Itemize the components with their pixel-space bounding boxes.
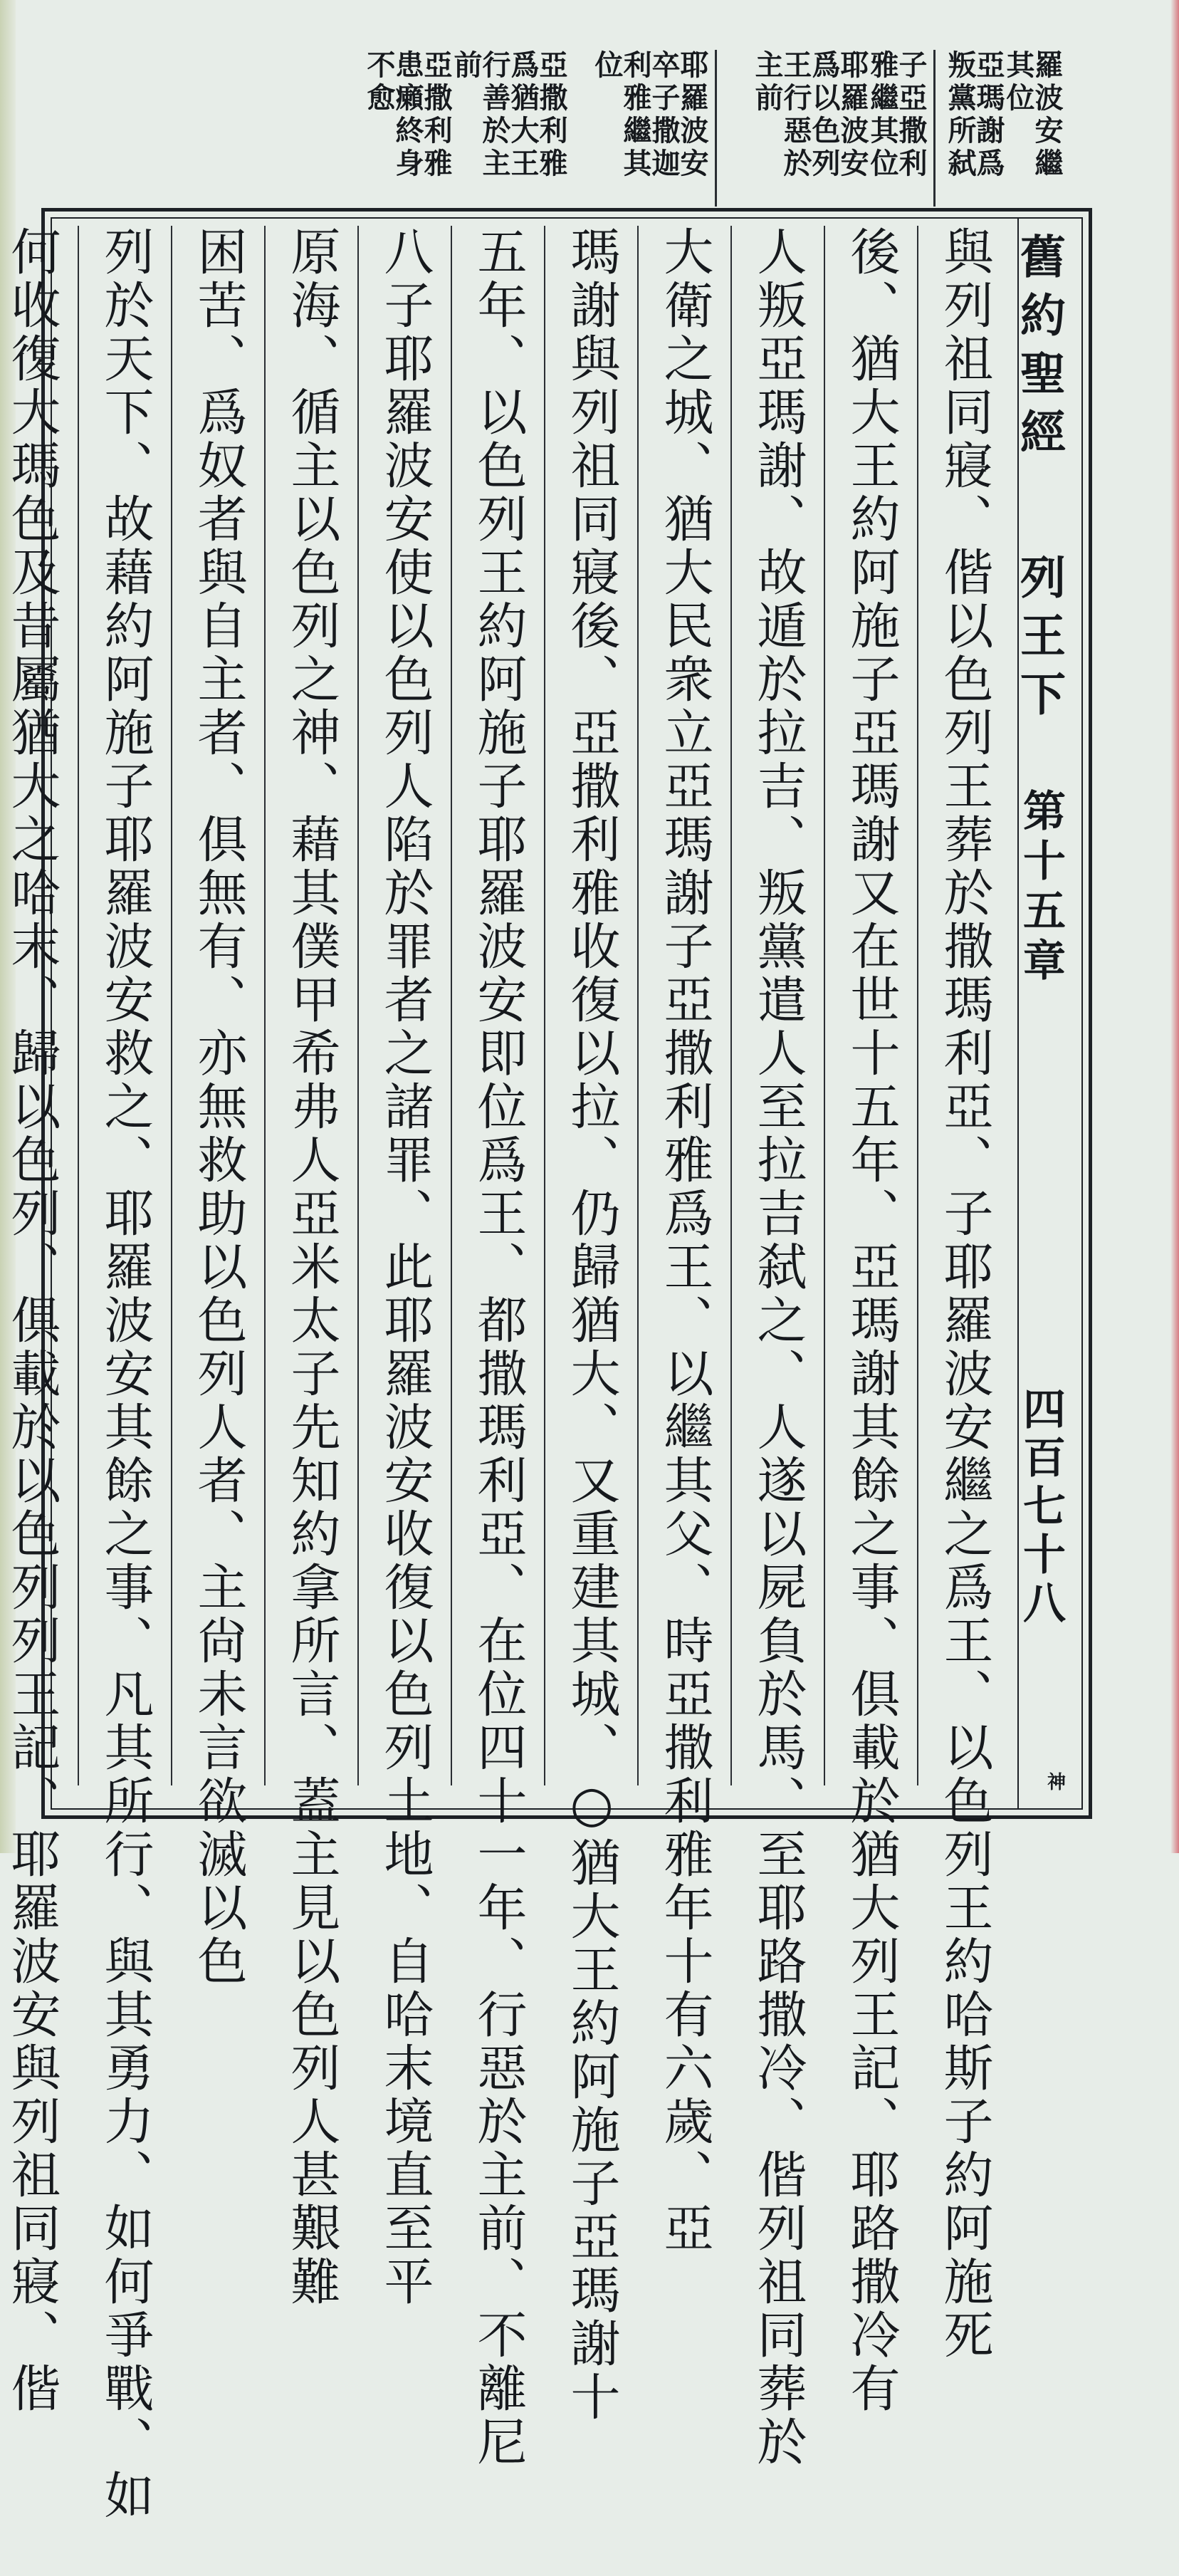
headnotes <box>43 50 1064 203</box>
page-edge-right <box>1170 0 1179 1853</box>
text-column: 與列祖同寢、偕以色列王葬於撒瑪利亞、子耶羅波安繼之爲王、以色列王約哈斯子約阿施死 <box>917 226 1010 1785</box>
headnote: 耶羅波安爲以色列王行惡於主前 <box>750 50 869 181</box>
text-column: 何收復大瑪色及昔屬猶大之哈末、歸以色列、俱載於以色列列王記、耶羅波安與列祖同寢、偕 <box>0 226 78 1785</box>
page-number: 四百七十八 <box>1016 1387 1066 1629</box>
signature-mark: 神 <box>1047 1772 1066 1793</box>
text-column: 人叛亞瑪謝、故遁於拉吉、叛黨遣人至拉吉弑之、人遂以屍負於馬、至耶路撒冷、偕列祖同葬於 <box>730 226 824 1785</box>
chapter-label: 第十五章 <box>1016 788 1066 988</box>
headnote: 亞瑪謝爲叛黨所弑 <box>943 50 1005 181</box>
text-column: 列於天下、故藉約阿施子耶羅波安救之、耶羅波安其餘之事、凡其所行、與其勇力、如何爭戰、如 <box>78 226 171 1785</box>
headnote: 亞撒利雅爲猶大王行善於主前 <box>449 50 568 181</box>
text-column: 大衛之城、猶大民衆立亞瑪謝子亞撒利雅爲王、以繼其父、時亞撒利雅年十有六歲、亞 <box>637 226 730 1785</box>
headnote: 子亞撒利雅繼其位 <box>866 50 928 181</box>
running-header <box>1012 219 1081 1808</box>
headnote-divider <box>715 50 717 207</box>
page-frame-inner <box>3 217 1083 2523</box>
headnote-divider <box>933 50 936 207</box>
headnote: 亞撒利雅患癩終身不愈 <box>362 50 453 181</box>
page-frame <box>3 208 1092 2523</box>
text-column: 後、猶大王約阿施子亞瑪謝又在世十五年、亞瑪謝其餘之事、俱載於猶大列王記、耶路撒冷有 <box>824 226 917 1785</box>
text-column: 瑪謝與列祖同寢後、亞撒利雅收復以拉、仍歸猶大、又重建其城、○猶大王約阿施子亞瑪謝十 <box>544 226 637 1785</box>
book-title: 舊約聖經 <box>1012 233 1066 466</box>
text-column: 原海、循主以色列之神、藉其僕甲希弗人亞米太子先知約拿所言、蓋主見以色列人甚艱難 <box>264 226 357 1785</box>
text-column: 困苦、爲奴者與自主者、俱無有、亦無救助以色列人者、主尙未言欲滅以色 <box>171 226 264 1785</box>
headnote: 羅波安繼其位 <box>1002 50 1064 181</box>
section-title: 列王下 <box>1012 553 1066 729</box>
text-body <box>3 226 1010 2523</box>
text-column: 五年、以色列王約阿施子耶羅波安即位爲王、都撒瑪利亞、在位四十一年、行惡於主前、不離尼 <box>451 226 544 1785</box>
text-column: 八子耶羅波安使以色列人陷於罪者之諸罪、此耶羅波安收復以色列土地、自哈末境直至平 <box>357 226 451 1785</box>
headnote: 耶羅波安卒子撒迦利雅繼其位 <box>590 50 709 181</box>
